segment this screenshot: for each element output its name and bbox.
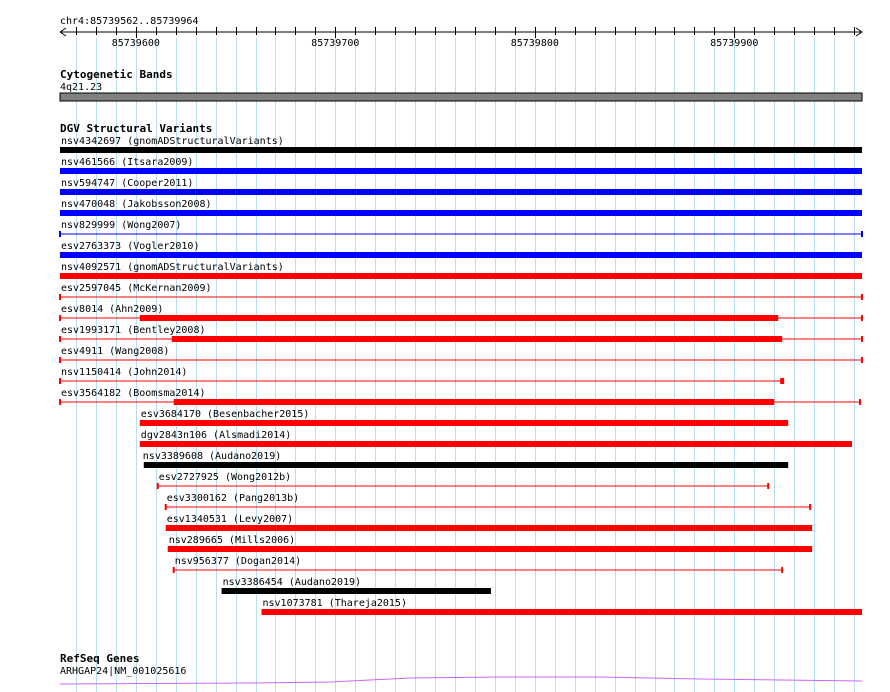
dgv-feature[interactable] [168,535,812,552]
dgv-feature[interactable] [60,241,862,258]
dgv-feature-label: esv3684170 (Besenbacher2015) [140,409,310,420]
cytoband-track-title: Cytogenetic Bands [60,68,173,81]
cytoband-bar[interactable] [60,93,862,101]
dgv-feature-label: esv2597045 (McKernan2009) [61,283,212,294]
refseq-track-title: RefSeq Genes [60,652,140,665]
dgv-feature-label: esv1340531 (Levy2007) [166,514,294,525]
dgv-feature[interactable] [157,472,769,489]
dgv-feature-end-cap [165,504,167,510]
cytoband-name: 4q21.23 [60,82,103,93]
dgv-feature-box [166,525,812,531]
dgv-feature-box [168,546,812,552]
ruler-ticks [77,27,855,49]
dgv-feature-box [222,588,491,594]
dgv-feature[interactable] [59,220,863,237]
dgv-feature-box [60,168,862,174]
dgv-feature-label: nsv1150414 (John2014) [61,367,188,378]
dgv-feature-label: nsv956377 (Dogan2014) [174,556,302,567]
dgv-feature-end-cap [861,336,863,342]
dgv-feature-end-cap [861,294,863,300]
dgv-feature-end-cap [59,378,61,384]
dgv-feature-box [172,336,782,342]
dgv-feature-label: nsv4092571 (gnomADStructuralVariants) [61,262,284,273]
dgv-feature-end-cap [59,231,61,237]
dgv-feature-box [140,420,788,426]
dgv-feature-end-cap [781,567,783,573]
dgv-feature-label: nsv4342697 (gnomADStructuralVariants) [61,136,284,147]
dgv-feature-end-cap [59,294,61,300]
dgv-feature-end-cap [859,399,861,405]
dgv-feature-end-cap [59,399,61,405]
dgv-feature-label: esv8014 (Ahn2009) [61,304,164,315]
dgv-feature-box [60,189,862,195]
dgv-feature-box [60,252,862,258]
dgv-feature-label: nsv461566 (Itsara2009) [61,157,194,168]
ruler [60,16,862,49]
dgv-feature-label: esv3564182 (Boomsma2014) [61,388,206,399]
dgv-feature[interactable] [59,283,863,300]
dgv-feature-box [140,441,852,447]
dgv-feature[interactable] [60,199,862,216]
dgv-feature-label: nsv594747 (Cooper2011) [61,178,194,189]
dgv-feature-label: dgv2843n106 (Alsmadi2014) [140,430,292,441]
dgv-features [59,136,863,615]
dgv-feature[interactable] [59,367,784,384]
dgv-feature[interactable] [59,388,861,405]
ruler-tick-label: 85739700 [311,38,360,49]
dgv-feature[interactable] [166,514,812,531]
dgv-feature[interactable] [60,262,862,279]
dgv-feature-label: esv3300162 (Pang2013b) [166,493,300,504]
dgv-feature-box [144,462,788,468]
dgv-feature[interactable] [59,346,863,363]
dgv-feature-label: esv4911 (Wang2008) [61,346,170,357]
dgv-track-title: DGV Structural Variants [60,122,213,135]
dgv-feature-end-cap [59,336,61,342]
dgv-feature[interactable] [140,409,788,426]
dgv-feature[interactable] [59,304,863,321]
dgv-feature-end-cap [767,483,769,489]
dgv-feature-box [140,315,778,321]
dgv-feature-box [60,147,862,153]
dgv-feature-end-cap [173,567,175,573]
dgv-feature[interactable] [143,451,788,468]
dgv-feature-end-cap [59,357,61,363]
dgv-feature-label: esv2763373 (Vogler2010) [61,241,200,252]
ruler-tick-label: 85739600 [111,38,160,49]
dgv-feature-label: esv1993171 (Bentley2008) [61,325,206,336]
dgv-feature-label: esv2727925 (Wong2012b) [158,472,292,483]
dgv-feature-end-cap [861,357,863,363]
ruler-tick-label: 85739900 [710,38,759,49]
dgv-feature-label: nsv289665 (Mills2006) [168,535,296,546]
refseq-gene-label: ARHGAP24|NM_001025616 [60,666,187,677]
dgv-feature[interactable] [60,178,862,195]
dgv-feature-end-cap [809,504,811,510]
dgv-feature[interactable] [222,577,491,594]
region-label: chr4:85739562..85739964 [60,16,199,27]
dgv-feature[interactable] [173,556,783,573]
dgv-track [59,122,863,615]
dgv-feature-end-cap [59,315,61,321]
dgv-feature-box [60,210,862,216]
dgv-feature-end-cap [861,231,863,237]
dgv-feature-label: nsv3386454 (Audano2019) [222,577,362,588]
dgv-feature-end-cap [157,483,159,489]
ruler-tick-label: 85739800 [510,38,559,49]
dgv-feature-box [261,609,862,615]
dgv-feature[interactable] [59,325,863,342]
dgv-feature-label: nsv3389608 (Audano2019) [142,451,282,462]
dgv-feature-label: nsv470048 (Jakobsson2008) [61,199,212,210]
dgv-feature-end-cap [861,315,863,321]
dgv-feature-label: nsv829999 (Wong2007) [61,220,182,231]
dgv-feature-label: nsv1073781 (Thareja2015) [262,598,407,609]
dgv-feature-box [174,399,775,405]
dgv-feature[interactable] [60,157,862,174]
dgv-feature[interactable] [261,598,862,615]
dgv-feature-box [60,273,862,279]
dgv-feature[interactable] [60,136,862,153]
dgv-feature-box [780,378,784,384]
refseq-track [60,652,862,684]
refseq-gene-line[interactable] [60,677,862,684]
cytogenetic-bands-track [60,68,862,101]
